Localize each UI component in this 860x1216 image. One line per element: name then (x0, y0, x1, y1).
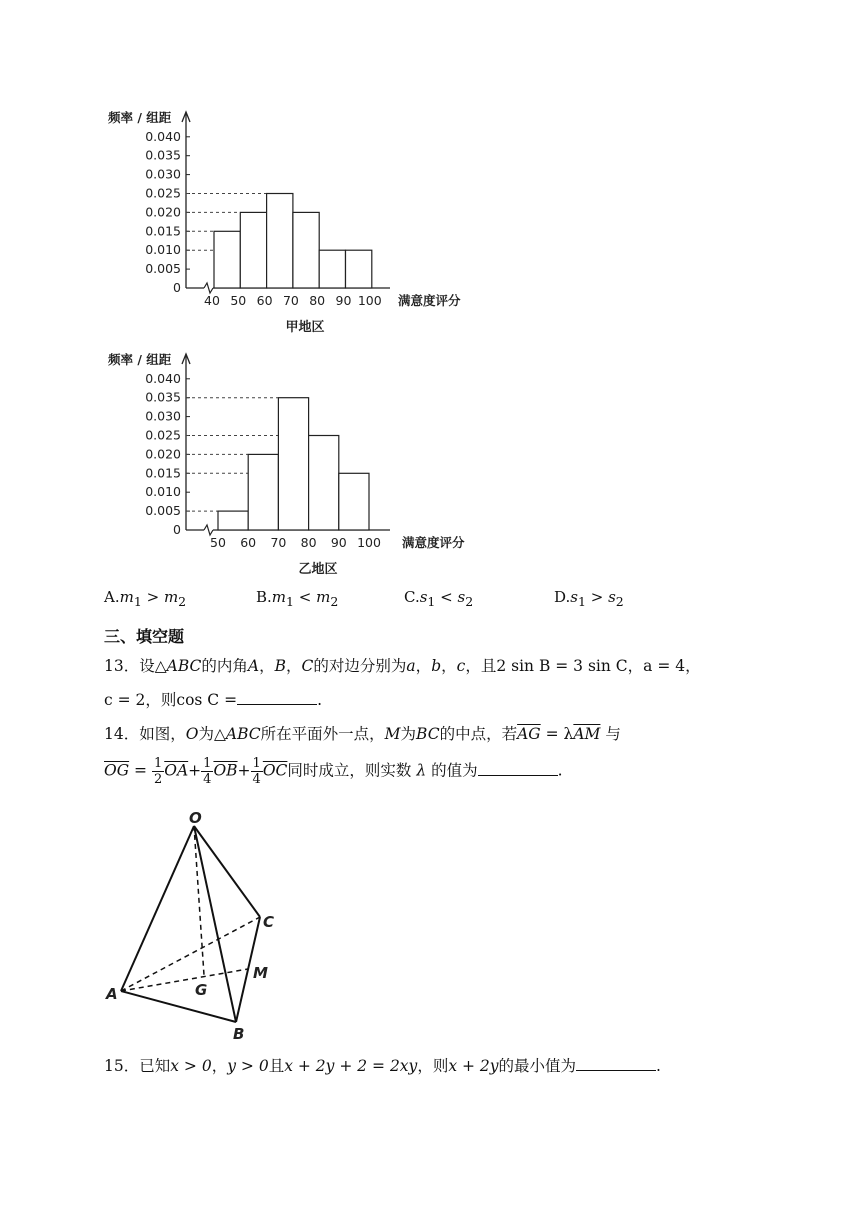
y-tick-label: 0.030 (145, 408, 181, 424)
answer-blank-14[interactable] (478, 761, 558, 776)
label-a: A (106, 985, 118, 1003)
y-tick-label: 0.005 (145, 261, 181, 277)
label-b: B (233, 1025, 245, 1043)
answer-blank-15[interactable] (576, 1056, 656, 1071)
y-axis-label: 频率 / 组距 (108, 110, 172, 125)
y-tick-label: 0.025 (145, 427, 181, 443)
x-tick-label: 100 (357, 293, 382, 308)
y-axis-label: 频率 / 组距 (108, 352, 172, 367)
label-g: G (195, 981, 208, 999)
x-tick-label: 80 (300, 535, 317, 550)
histogram-bar (267, 194, 293, 289)
x-axis-break (204, 525, 213, 535)
x-axis-label: 满意度评分 (402, 535, 465, 550)
x-axis-break (204, 283, 213, 293)
answer-blank-13[interactable] (237, 690, 317, 705)
x-tick-label: 90 (335, 293, 352, 308)
histogram-bar (339, 473, 369, 530)
chart-title: 乙地区 (298, 562, 338, 577)
y-tick-label: 0 (173, 522, 181, 537)
y-tick-label: 0.040 (145, 128, 181, 144)
x-tick-label: 80 (309, 293, 326, 308)
histogram-bar (346, 250, 372, 288)
x-tick-label: 90 (330, 535, 347, 550)
question-15: 15．已知x > 0，y > 0且x + 2y + 2 = 2xy，则x + 2y的最小值为 . (104, 1057, 661, 1075)
edge-oa (121, 826, 194, 991)
y-tick-label: 0.005 (145, 503, 181, 519)
x-tick-label: 50 (230, 293, 247, 308)
y-tick-label: 0.020 (145, 446, 181, 462)
label-c: C (263, 913, 275, 931)
histogram-bar (248, 454, 278, 530)
histogram-bar (214, 231, 240, 288)
x-tick-label: 70 (270, 535, 287, 550)
y-tick-label: 0.030 (145, 166, 181, 182)
y-tick-label: 0.035 (145, 389, 181, 405)
x-tick-label: 40 (204, 293, 220, 308)
y-tick-label: 0.035 (145, 147, 181, 163)
histogram-bar (309, 436, 339, 531)
option-b[interactable]: $B.m_1 < m_2$ (256, 588, 339, 609)
histogram-bar (293, 212, 319, 288)
x-tick-label: 50 (210, 535, 226, 550)
question-13-line1: 13．设△ABC的内角A，B，C的对边分别为a，b，c，且2 sin B = 3 sin C，a = 4， (104, 657, 701, 675)
question-14-line2: $\overline{OG}$ = $\frac{1}{2}$ $\overline{OA}+$ $\frac{1}{4}$ $\overline{OB}+$ $\frac{1}{4}$ $\overline{OC}$同时成立，则实数 λ 的值为 . (104, 756, 563, 787)
y-tick-label: 0.025 (145, 185, 181, 201)
histogram-yi (100, 342, 520, 582)
option-a[interactable]: $A.m_1 > m_2$ (104, 588, 187, 609)
x-tick-label: 70 (282, 293, 299, 308)
histogram-bar (240, 212, 266, 288)
y-tick-label: 0.015 (145, 223, 181, 239)
x-tick-label: 60 (256, 293, 273, 308)
y-tick-label: 0.020 (145, 204, 181, 220)
histogram-bar (218, 511, 248, 530)
y-tick-label: 0.010 (145, 484, 181, 500)
histogram-bar (319, 250, 345, 288)
question-14-line1: 14．如图，O为△ABC所在平面外一点，M为BC的中点，若$\overline{AG} = \lambda\overline{AM}$ 与 (104, 725, 621, 743)
section-heading: 三、填空题 (104, 627, 185, 646)
option-d[interactable]: $D.s_1 > s_2$ (554, 588, 624, 609)
y-tick-label: 0.015 (145, 465, 181, 481)
question-13-line2: c = 2，则cos C = . (104, 691, 323, 709)
label-m: M (253, 964, 268, 982)
y-tick-label: 0.040 (145, 370, 181, 386)
chart-title: 甲地区 (285, 320, 325, 335)
x-tick-label: 60 (240, 535, 257, 550)
x-tick-label: 100 (357, 535, 381, 550)
edge-ab (121, 991, 236, 1022)
y-tick-label: 0 (173, 280, 181, 295)
histogram-jia (100, 100, 520, 340)
x-axis-label: 满意度评分 (398, 293, 461, 308)
y-tick-label: 0.010 (145, 242, 181, 258)
histogram-bar (278, 398, 308, 530)
tetrahedron-figure (100, 800, 300, 1045)
label-o: O (189, 809, 202, 827)
option-c[interactable]: $C.s_1 < s_2$ (404, 588, 474, 609)
edge-ac-dashed (121, 917, 260, 991)
